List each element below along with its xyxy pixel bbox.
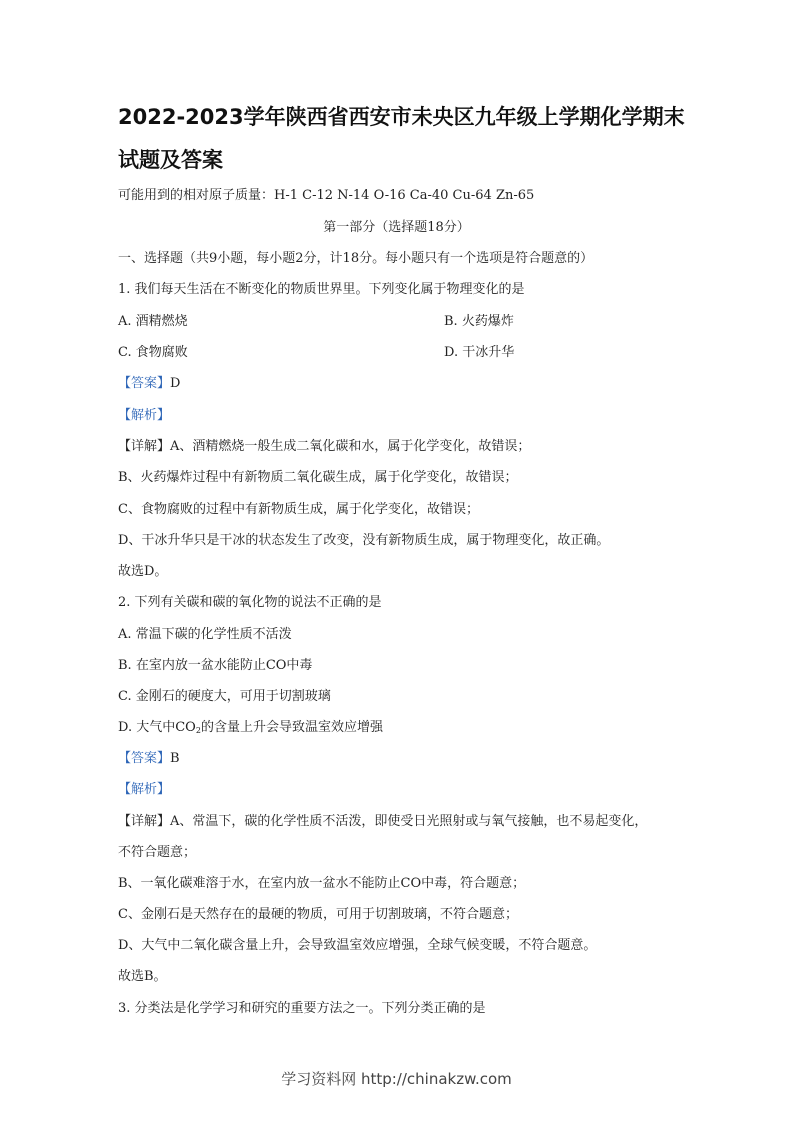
atomic-masses: 可能用到的相对原子质量：H-1 C-12 N-14 O-16 Ca-40 Cu-64 Zn-65 [118, 188, 535, 203]
q2-conclusion: 故选B。 [118, 969, 167, 984]
q2-option-a: A. 常温下碳的化学性质不活泼 [118, 627, 292, 642]
co2-subscript: 2 [195, 726, 201, 735]
q1-option-a: A. 酒精燃烧 [118, 314, 188, 329]
q2-option-b: B. 在室内放一盆水能防止CO中毒 [118, 658, 313, 673]
q2-detail-b: B、一氧化碳难溶于水，在室内放一盆水不能防止CO中毒，符合题意； [118, 876, 526, 891]
detail-label: 【详解】 [118, 814, 171, 829]
q1-option-b: B. 火药爆炸 [444, 314, 514, 329]
q1-option-d: D. 干冰升华 [444, 345, 515, 360]
q2-option-d-post: 的含量上升会导致温室效应增强 [200, 720, 383, 735]
q2-option-c: C. 金刚石的硬度大，可用于切割玻璃 [118, 689, 331, 704]
q2-detail-c: C、金刚石是天然存在的最硬的物质，可用于切割玻璃，不符合题意； [118, 907, 518, 922]
q1-conclusion: 故选D。 [118, 564, 168, 579]
doc-title-line-1: 2022-2023学年陕西省西安市未央区九年级上学期化学期末 [118, 105, 685, 129]
section-heading: 一、选择题（共9小题，每小题2分，计18分。每小题只有一个选项是符合题意的） [118, 251, 594, 266]
q2-detail-a-line-1 [118, 812, 647, 832]
q1-detail-b: B、火药爆炸过程中有新物质二氧化碳生成，属于化学变化，故错误； [118, 470, 518, 485]
q2-detail-d: D、大气中二氧化碳含量上升，会导致温室效应增强，全球气候变暖，不符合题意。 [118, 938, 597, 953]
q3-stem: 3. 分类法是化学学习和研究的重要方法之一。下列分类正确的是 [118, 1001, 486, 1016]
q1-detail-c: C、食物腐败的过程中有新物质生成，属于化学变化，故错误； [118, 502, 479, 517]
q2-answer-value: B [170, 751, 180, 766]
q2-answer [118, 749, 180, 769]
q1-answer-value: D [170, 376, 181, 391]
answer-label: 【答案】 [118, 376, 171, 391]
q1-stem: 1. 我们每天生活在不断变化的物质世界里。下列变化属于物理变化的是 [118, 282, 525, 297]
q2-analysis-label: 【解析】 [118, 782, 171, 797]
q2-option-d [118, 718, 383, 741]
q1-analysis-label: 【解析】 [118, 408, 171, 423]
q2-stem: 2. 下列有关碳和碳的氧化物的说法不正确的是 [118, 595, 382, 610]
q1-option-c: C. 食物腐败 [118, 345, 188, 360]
q2-detail-a-text: A、常温下，碳的化学性质不活泼，即使受日光照射或与氧气接触，也不易起变化， [170, 814, 648, 829]
q1-detail-a [118, 437, 530, 457]
q1-detail-a-text: A、酒精燃烧一般生成二氧化碳和水，属于化学变化，故错误； [170, 439, 531, 454]
part-heading: 第一部分（选择题18分） [323, 220, 470, 235]
detail-label: 【详解】 [118, 439, 171, 454]
q2-option-d-pre: D. 大气中CO [118, 720, 196, 735]
q2-detail-a-line-2: 不符合题意； [118, 845, 197, 860]
q1-detail-d: D、干冰升华只是干冰的状态发生了改变，没有新物质生成，属于物理变化，故正确。 [118, 533, 610, 548]
answer-label: 【答案】 [118, 751, 171, 766]
doc-title-line-2: 试题及答案 [118, 148, 223, 172]
q1-answer [118, 374, 180, 394]
site-footer: 学习资料网 http://chinakzw.com [281, 1070, 512, 1088]
